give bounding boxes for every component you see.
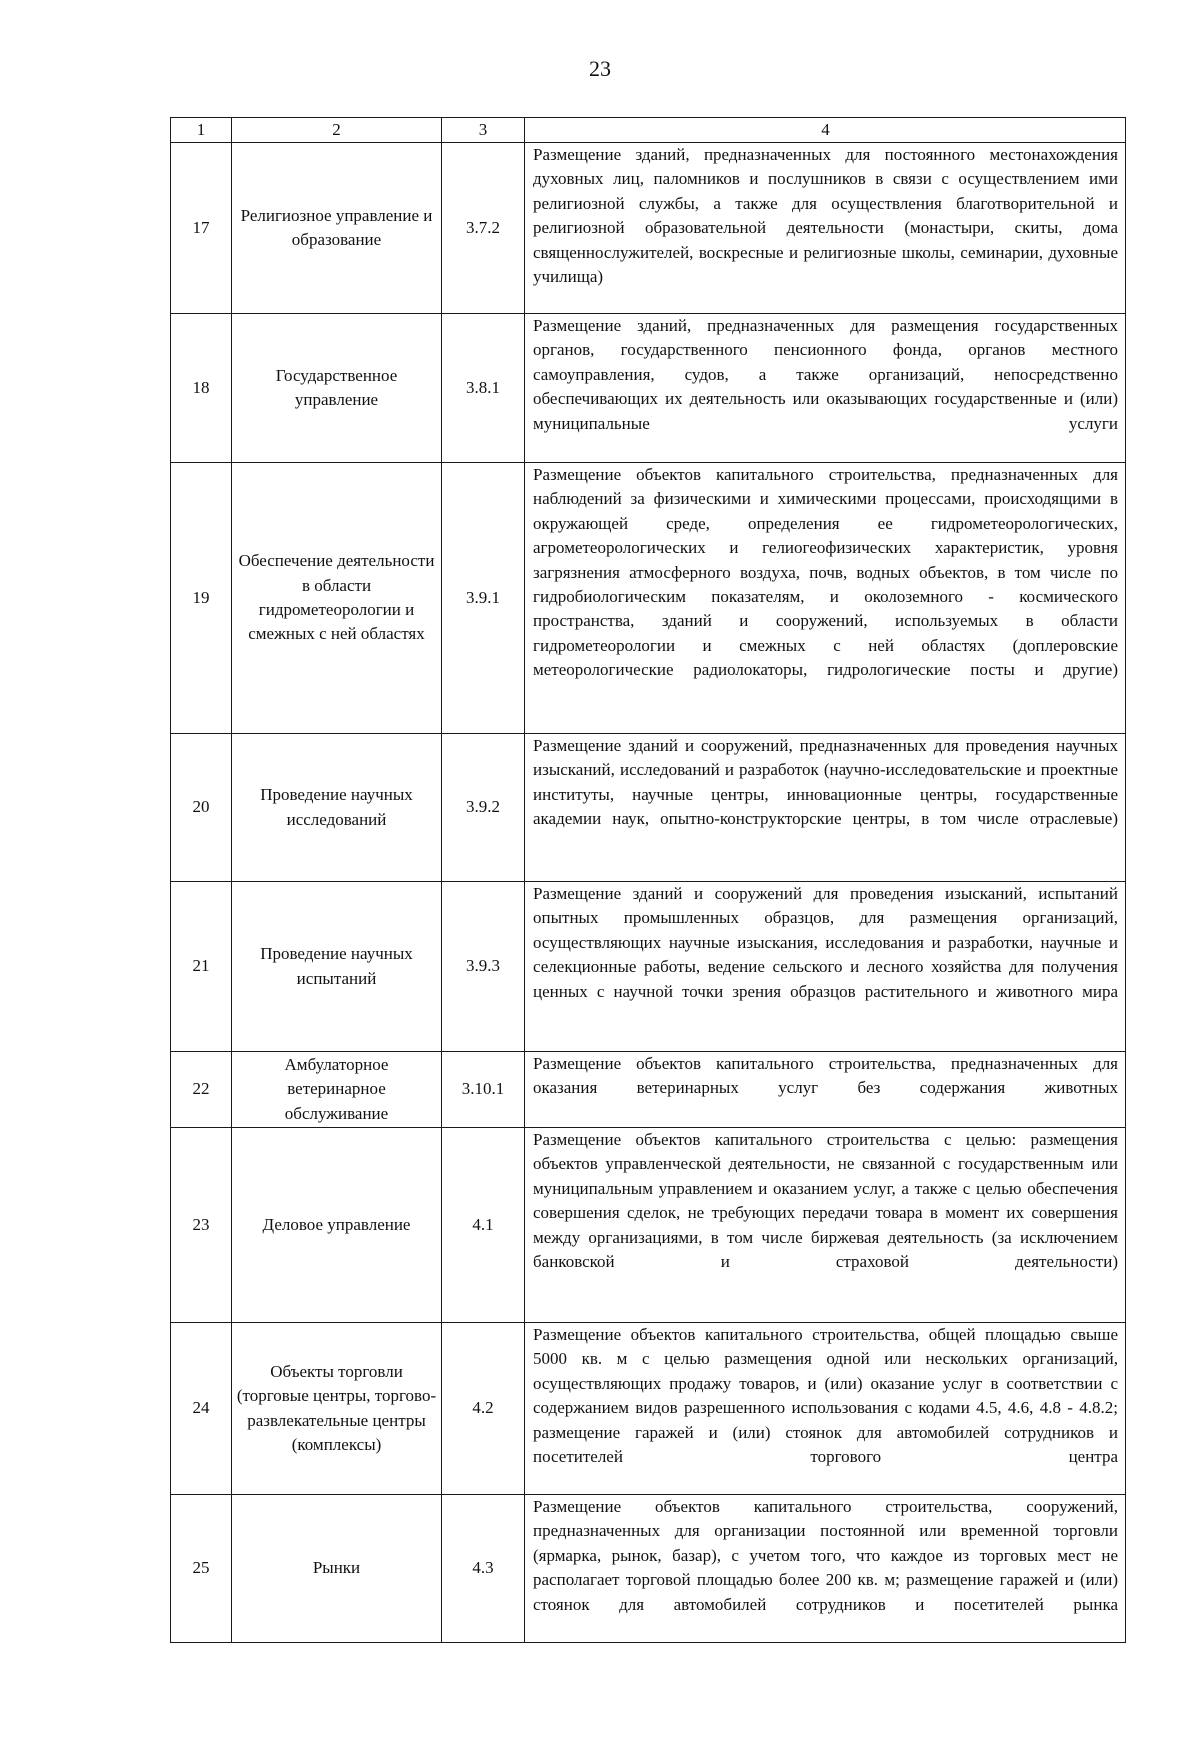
row-use-name: Проведение научных исследований — [232, 734, 442, 882]
row-number: 18 — [171, 314, 232, 463]
header-col-1: 1 — [171, 118, 232, 143]
header-col-3: 3 — [442, 118, 525, 143]
row-number: 23 — [171, 1128, 232, 1323]
row-use-code: 4.2 — [442, 1323, 525, 1495]
land-use-table — [170, 117, 1126, 1643]
row-description: Размещение объектов капитального строительства с целью: размещения объектов управленческой деятельности, не связанной с государственным или муниципальным управлением и оказанием услуг, а также с целью обеспечения совершения сделок, не требующих передачи товара в момент их совершения между организациями, в том числе биржевая деятельность (за исключением банковской и страховой деятельности) — [525, 1128, 1126, 1323]
row-description: Размещение зданий, предназначенных для размещения государственных органов, государственного пенсионного фонда, органов местного самоуправления, судов, а также организаций, непосредственно обеспечивающих их деятельность или оказывающих государственные и (или) муниципальные услуги — [525, 314, 1126, 463]
row-number: 20 — [171, 734, 232, 882]
row-use-name: Религиозное управление и образование — [232, 143, 442, 314]
table-row — [171, 463, 1126, 734]
table-row — [171, 314, 1126, 463]
row-use-code: 4.1 — [442, 1128, 525, 1323]
row-number: 24 — [171, 1323, 232, 1495]
row-use-name: Проведение научных испытаний — [232, 882, 442, 1052]
table-header-row — [171, 118, 1126, 143]
table-row — [171, 1495, 1126, 1643]
row-description: Размещение объектов капитального строительства, общей площадью свыше 5000 кв. м с целью размещения одной или нескольких организаций, осуществляющих продажу товаров, и (или) оказание услуг в соответствии с содержанием видов разрешенного использования с кодами 4.5, 4.6, 4.8 - 4.8.2; размещение гаражей и (или) стоянок для автомобилей сотрудников и посетителей торгового центра — [525, 1323, 1126, 1495]
row-use-code: 3.9.2 — [442, 734, 525, 882]
row-number: 25 — [171, 1495, 232, 1643]
row-use-code: 3.9.1 — [442, 463, 525, 734]
row-use-code: 3.10.1 — [442, 1052, 525, 1128]
row-use-code: 3.7.2 — [442, 143, 525, 314]
header-col-4: 4 — [525, 118, 1126, 143]
row-number: 19 — [171, 463, 232, 734]
table-row — [171, 1052, 1126, 1128]
row-use-name: Деловое управление — [232, 1128, 442, 1323]
table-row — [171, 143, 1126, 314]
header-col-2: 2 — [232, 118, 442, 143]
table-row — [171, 1128, 1126, 1323]
row-number: 21 — [171, 882, 232, 1052]
table-row — [171, 882, 1126, 1052]
row-use-code: 4.3 — [442, 1495, 525, 1643]
row-description: Размещение зданий и сооружений для проведения изысканий, испытаний опытных промышленных образцов, для размещения организаций, осуществляющих научные изыскания, исследования и разработки, научные и селекционные работы, ведение сельского и лесного хозяйства для получения ценных с научной точки зрения образцов растительного и животного мира — [525, 882, 1126, 1052]
row-use-name: Обеспечение деятельности в области гидрометеорологии и смежных с ней областях — [232, 463, 442, 734]
row-use-code: 3.8.1 — [442, 314, 525, 463]
table-row — [171, 734, 1126, 882]
row-use-code: 3.9.3 — [442, 882, 525, 1052]
row-use-name: Рынки — [232, 1495, 442, 1643]
row-description: Размещение объектов капитального строительства, предназначенных для оказания ветеринарных услуг без содержания животных — [525, 1052, 1126, 1128]
row-description: Размещение зданий и сооружений, предназначенных для проведения научных изысканий, исследований и разработок (научно-исследовательские и проектные институты, научные центры, инновационные центры, государственные академии наук, опытно-конструкторские центры, в том числе отраслевые) — [525, 734, 1126, 882]
row-use-name: Объекты торговли (торговые центры, торгово-развлекательные центры (комплексы) — [232, 1323, 442, 1495]
row-number: 17 — [171, 143, 232, 314]
row-use-name: Государственное управление — [232, 314, 442, 463]
row-description: Размещение зданий, предназначенных для постоянного местонахождения духовных лиц, паломников и послушников в связи с осуществлением ими религиозной службы, а также для осуществления благотворительной и религиозной образовательной деятельности (монастыри, скиты, дома священнослужителей, воскресные и религиозные школы, семинарии, духовные училища) — [525, 143, 1126, 314]
page-number: 23 — [589, 56, 611, 81]
row-use-name: Амбулаторное ветеринарное обслуживание — [232, 1052, 442, 1128]
row-description: Размещение объектов капитального строительства, сооружений, предназначенных для организации постоянной или временной торговли (ярмарка, рынок, базар), с учетом того, что каждое из торговых мест не располагает торговой площадью более 200 кв. м; размещение гаражей и (или) стоянок для автомобилей сотрудников и посетителей рынка — [525, 1495, 1126, 1643]
row-number: 22 — [171, 1052, 232, 1128]
row-description: Размещение объектов капитального строительства, предназначенных для наблюдений за физическими и химическими процессами, происходящими в окружающей среде, определения ее гидрометеорологических, агрометеорологических и гелиогеофизических характеристик, уровня загрязнения атмосферного воздуха, почв, водных объектов, в том числе по гидробиологическим показателям, и околоземного - космического пространства, зданий и сооружений, используемых в области гидрометеорологии и смежных с ней областях (доплеровские метеорологические радиолокаторы, гидрологические посты и другие) — [525, 463, 1126, 734]
table-row — [171, 1323, 1126, 1495]
